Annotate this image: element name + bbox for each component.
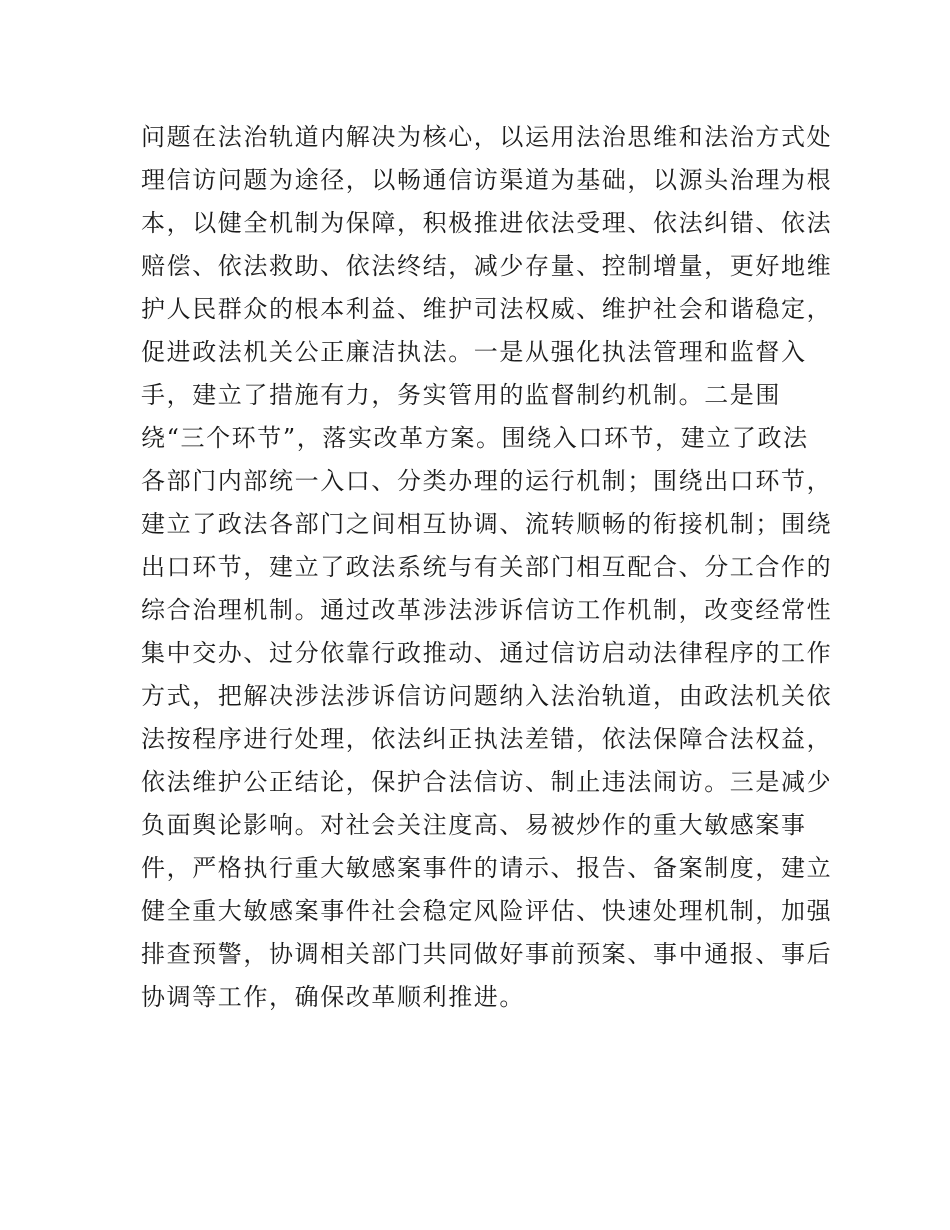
body-paragraph: [141, 116, 833, 1019]
text-line: 件，严格执行重大敏感案事件的请示、报告、备案制度，建立: [141, 854, 833, 882]
text-line: 健全重大敏感案事件社会稳定风险评估、快速处理机制，加强: [141, 897, 833, 925]
text-line: 赔偿、依法救助、依法终结，减少存量、控制增量，更好地维: [141, 252, 833, 280]
text-line: 建立了政法各部门之间相互协调、流转顺畅的衔接机制；围绕: [141, 510, 833, 538]
text-line: 依法维护公正结论，保护合法信访、制止违法闹访。三是减少: [141, 768, 833, 796]
text-line: 集中交办、过分依靠行政推动、通过信访启动法律程序的工作: [141, 639, 833, 667]
text-line: 促进政法机关公正廉洁执法。一是从强化执法管理和监督入: [141, 338, 807, 366]
text-line: 出口环节，建立了政法系统与有关部门相互配合、分工合作的: [141, 553, 833, 581]
text-line: 方式，把解决涉法涉诉信访问题纳入法治轨道，由政法机关依: [141, 682, 833, 710]
text-line: 问题在法治轨道内解决为核心，以运用法治思维和法治方式处: [141, 123, 833, 151]
text-line: 综合治理机制。通过改革涉法涉诉信访工作机制，改变经常性: [141, 596, 833, 624]
text-line: 护人民群众的根本利益、维护司法权威、维护社会和谐稳定，: [141, 295, 833, 323]
text-line: 负面舆论影响。对社会关注度高、易被炒作的重大敏感案事: [141, 811, 807, 839]
text-line: 各部门内部统一入口、分类办理的运行机制；围绕出口环节，: [141, 467, 833, 495]
text-line: 排查预警，协调相关部门共同做好事前预案、事中通报、事后: [141, 940, 833, 968]
text-line: 绕“三个环节”，落实改革方案。围绕入口环节，建立了政法: [141, 424, 809, 452]
text-line: 本，以健全机制为保障，积极推进依法受理、依法纠错、依法: [141, 209, 833, 237]
text-line: 协调等工作，确保改革顺利推进。: [141, 983, 525, 1011]
text-line: 理信访问题为途径，以畅通信访渠道为基础，以源头治理为根: [141, 166, 833, 194]
text-line: 法按程序进行处理，依法纠正执法差错，依法保障合法权益，: [141, 725, 833, 753]
text-line: 手，建立了措施有力，务实管用的监督制约机制。二是围: [141, 381, 781, 409]
